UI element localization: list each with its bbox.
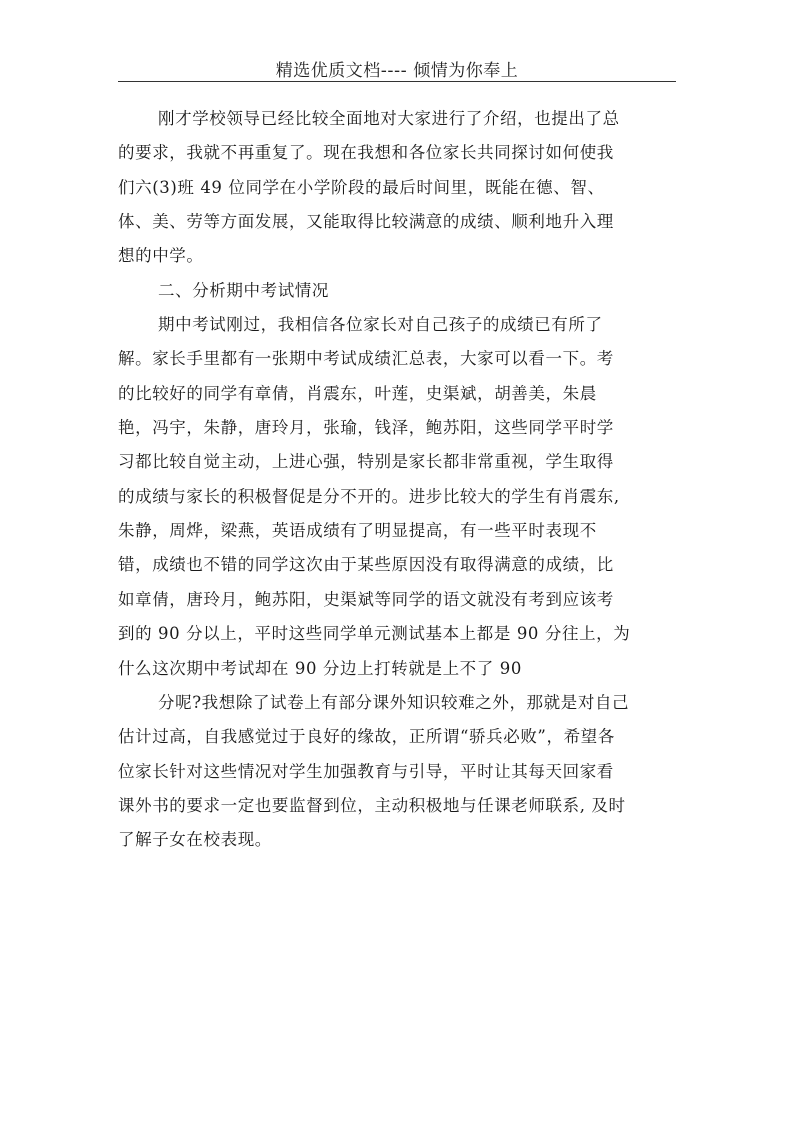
text-line: 到的 90 分以上，平时这些同学单元测试基本上都是 90 分往上，为 — [118, 624, 631, 644]
text-line: 估计过高，自我感觉过于良好的缘故，正所谓“骄兵必败”，希望各 — [118, 727, 615, 747]
text-line: 课外书的要求一定也要监督到位，主动积极地与任课老师联系, 及时 — [118, 795, 626, 815]
text-line: 如章倩，唐玲月，鲍苏阳，史渠斌等同学的语文就没有考到应该考 — [118, 589, 614, 609]
text-line: 的比较好的同学有章倩，肖震东，叶莲，史渠斌，胡善美，朱晨 — [118, 383, 597, 403]
text-line: 期中考试刚过，我相信各位家长对自己孩子的成绩已有所了 — [158, 315, 603, 335]
page-header: 精选优质文档---- 倾情为你奉上 — [275, 61, 519, 81]
text-line: 朱静，周烨，梁燕，英语成绩有了明显提高，有一些平时表现不 — [118, 521, 597, 541]
text-line: 解。家长手里都有一张期中考试成绩汇总表，大家可以看一下。考 — [118, 349, 614, 369]
text-line: 刚才学校领导已经比较全面地对大家进行了介绍，也提出了总 — [158, 109, 620, 128]
text-line: 的要求，我就不再重复了。现在我想和各位家长共同探讨如何使我 — [118, 143, 614, 163]
text-line: 体、美、劳等方面发展，又能取得比较满意的成绩、顺利地升入理 — [118, 212, 614, 232]
text-line: 错，成绩也不错的同学这次由于某些原因没有取得满意的成绩，比 — [118, 555, 614, 575]
text-line: 二、分析期中考试情况 — [158, 280, 329, 300]
text-line: 位家长针对这些情况对学生加强教育与引导，平时让其每天回家看 — [118, 761, 614, 781]
header-divider — [118, 81, 676, 82]
text-line: 了解子女在校表现。 — [118, 830, 272, 850]
text-line: 什么这次期中考试却在 90 分边上打转就是上不了 90 — [118, 658, 522, 678]
document-body — [118, 102, 678, 858]
text-line: 们六(3)班 49 位同学在小学阶段的最后时间里，既能在德、智、 — [118, 177, 605, 197]
text-line: 艳，冯宇，朱静，唐玲月，张瑜，钱泽，鲍苏阳，这些同学平时学 — [118, 418, 614, 438]
text-line: 习都比较自觉主动，上进心强，特别是家长都非常重视，学生取得 — [118, 452, 614, 472]
text-line: 分呢?我想除了试卷上有部分课外知识较难之外，那就是对自己 — [158, 692, 630, 712]
text-line: 的成绩与家长的积极督促是分不开的。进步比较大的学生有肖震东, — [118, 486, 620, 506]
text-line: 想的中学。 — [118, 246, 204, 266]
